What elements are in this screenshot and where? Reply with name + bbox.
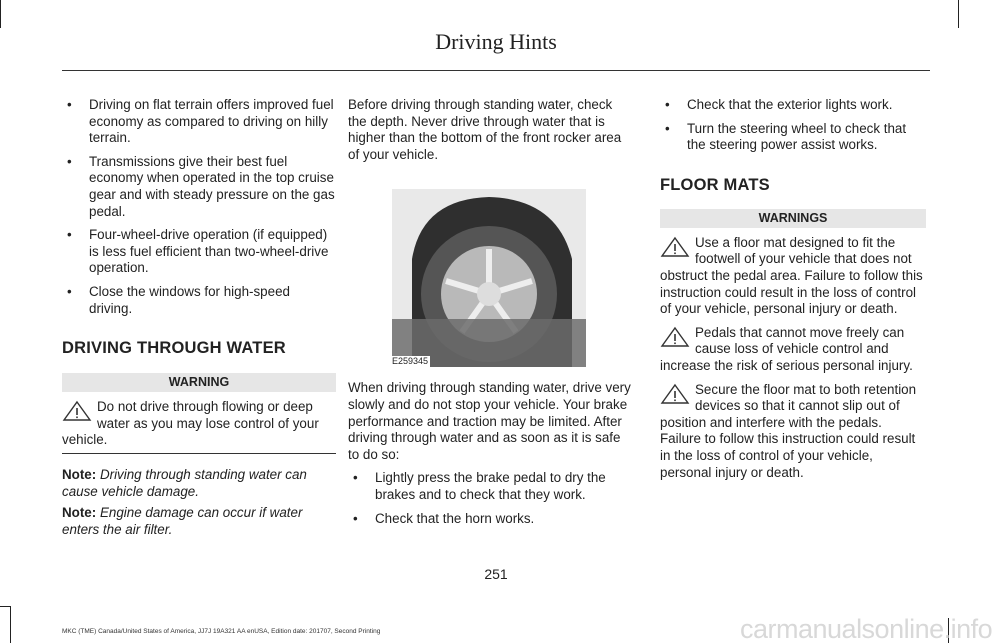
- note: Note: Engine damage can occur if water enters the air filter.: [62, 505, 303, 537]
- image-code: E259345: [392, 356, 429, 367]
- fuel-tips-list: [62, 97, 336, 324]
- after-water-paragraph: When driving through standing water, drive very slowly and do not stop your vehicle. Your brake performance and traction may be limited. After driving through water and as soon as it is safe to do so:: [348, 380, 631, 462]
- list-item: • Check that the horn works.: [348, 511, 631, 528]
- list-item: • Driving on flat terrain offers improved fuel economy as compared to driving on hilly terrain.: [62, 97, 336, 147]
- warning-triangle-icon: [660, 236, 690, 258]
- warning-box: [62, 399, 336, 449]
- crop-mark: [0, 0, 1, 28]
- column-2: [348, 97, 631, 534]
- edition-footer: MKC (TME) Canada/United States of America, JJ7J 19A321 AA enUSA, Edition date: 201707, Second Printing: [62, 628, 381, 635]
- warning-triangle-icon: [62, 400, 92, 422]
- warning-header: WARNING: [62, 373, 336, 392]
- warning-text: Do not drive through flowing or deep water as you may lose control of your vehicle.: [62, 399, 319, 448]
- list-item: • Check that the exterior lights work.: [660, 97, 926, 114]
- intro-paragraph: Before driving through standing water, check the depth. Never drive through water that is higher than the bottom of the front rocker area of your vehicle.: [348, 97, 622, 162]
- warning-text: Secure the floor mat to both retention devices so that it cannot slip out of position and interfere with the pedals. Failure to follow this instruction could result in the loss of control of your vehicle, personal injury or death.: [660, 381, 917, 480]
- warning-triangle-icon: [660, 383, 690, 405]
- checks-list: [348, 470, 631, 534]
- list-item: • Four-wheel-drive operation (if equipped) is less fuel efficient than two-wheel-drive operation.: [62, 227, 336, 277]
- warning-box: [660, 325, 926, 375]
- warnings-header: WARNINGS: [660, 209, 926, 228]
- column-1: [62, 97, 336, 538]
- warning-triangle-icon: [660, 326, 690, 348]
- header-rule: [62, 70, 930, 71]
- column-3: [660, 97, 926, 481]
- warning-text: Pedals that cannot move freely can cause loss of vehicle control and increase the risk of serious personal injury.: [660, 324, 913, 373]
- list-item: • Close the windows for high-speed driving.: [62, 284, 336, 317]
- list-item: • Lightly press the brake pedal to dry the brakes and to check that they work.: [348, 470, 631, 503]
- note: Note: Driving through standing water can cause vehicle damage.: [62, 466, 307, 499]
- list-item: • Transmissions give their best fuel economy when operated in the top cruise gear and with steady pressure on the gas pedal.: [62, 154, 336, 220]
- warning-box: [660, 235, 926, 318]
- checks-list-continued: [660, 97, 926, 161]
- warning-box: [660, 382, 926, 482]
- page-title: Driving Hints: [435, 29, 557, 54]
- crop-mark: [10, 606, 11, 643]
- list-item: • Turn the steering wheel to check that the steering power assist works.: [660, 121, 926, 154]
- crop-mark: [0, 606, 10, 607]
- wheel-in-water-illustration: [392, 189, 586, 367]
- warning-text: Use a floor mat designed to fit the footwell of your vehicle that does not obstruct the pedal area. Failure to follow this instruction could result in the loss of control of your vehicle, personal injury or death.: [660, 234, 923, 317]
- watermark: carmanualsonline.info: [740, 614, 992, 644]
- section-heading: DRIVING THROUGH WATER: [62, 339, 286, 358]
- crop-mark: [958, 0, 959, 28]
- page-number: 251: [484, 566, 508, 582]
- warning-divider: [62, 453, 336, 454]
- section-heading: FLOOR MATS: [660, 175, 770, 194]
